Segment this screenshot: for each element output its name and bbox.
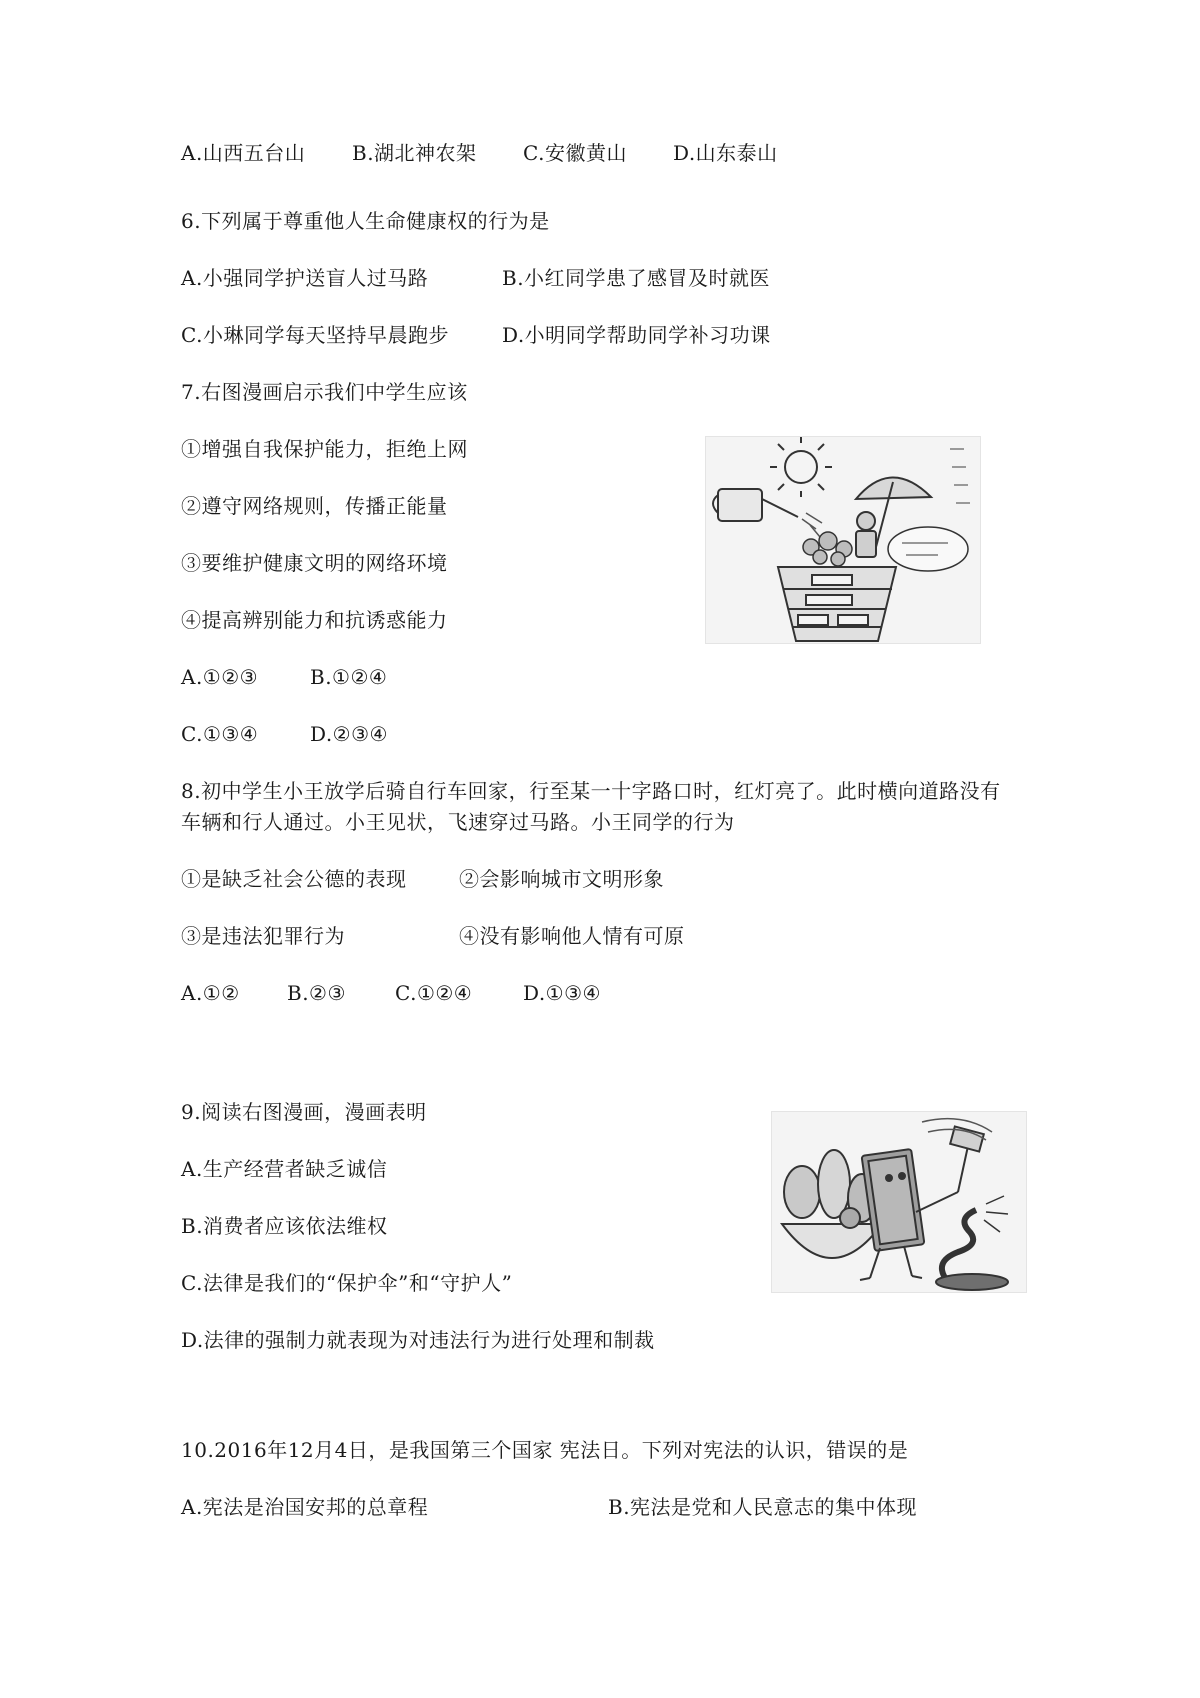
q7-item-4: ④提高辨别能力和抗诱惑能力 <box>181 608 448 632</box>
law-cartoon-image <box>771 1111 1027 1293</box>
snake-icon <box>936 1210 1008 1290</box>
q8-option-b: B.②③ <box>287 981 346 1005</box>
q7-item-2: ②遵守网络规则，传播正能量 <box>181 494 448 518</box>
law-book-icon <box>860 1149 924 1280</box>
q9-option-b: B.消费者应该依法维权 <box>181 1214 388 1238</box>
q6-option-a: A.小强同学护送盲人过马路 <box>181 266 429 290</box>
speech-bubble <box>888 527 968 571</box>
person-figure <box>856 512 876 557</box>
hammer-icon <box>916 1126 984 1212</box>
q8-item-4: ④没有影响他人情有可原 <box>459 924 685 948</box>
q7-option-a: A.①②③ <box>181 665 259 689</box>
sun-icon <box>770 437 832 497</box>
q8-option-d: D.①③④ <box>523 981 601 1005</box>
q7-item-3: ③要维护健康文明的网络环境 <box>181 551 448 575</box>
q8-stem-line-2: 车辆和行人通过。小王见状，飞速穿过马路。小王同学的行为 <box>181 810 735 834</box>
q6-option-d: D.小明同学帮助同学补习功课 <box>502 323 771 347</box>
q9-option-d: D.法律的强制力就表现为对违法行为进行处理和制裁 <box>181 1328 655 1352</box>
q9-stem: 9.阅读右图漫画，漫画表明 <box>181 1100 427 1124</box>
q6-option-c: C.小琳同学每天坚持早晨跑步 <box>181 323 449 347</box>
watering-can-icon <box>713 489 798 521</box>
q10-option-b: B.宪法是党和人民意志的集中体现 <box>608 1495 918 1519</box>
q8-item-1: ①是缺乏社会公德的表现 <box>181 867 407 891</box>
internet-cartoon-image <box>705 436 981 644</box>
q5-option-b: B.湖北神农架 <box>352 141 477 165</box>
q10-stem: 10.2016年12月4日，是我国第三个国家 宪法日。下列对宪法的认识，错误的是 <box>181 1438 909 1462</box>
q5-option-a: A.山西五台山 <box>181 141 306 165</box>
q7-item-1: ①增强自我保护能力，拒绝上网 <box>181 437 468 461</box>
q9-option-a: A.生产经营者缺乏诚信 <box>181 1157 388 1181</box>
impact-icon <box>984 1196 1008 1232</box>
q7-stem: 7.右图漫画启示我们中学生应该 <box>181 380 468 404</box>
q9-option-c: C.法律是我们的“保护伞”和“守护人” <box>181 1271 513 1295</box>
q8-option-a: A.①② <box>181 981 240 1005</box>
q10-option-a: A.宪法是治国安邦的总章程 <box>181 1495 429 1519</box>
q8-stem-line-1: 8.初中学生小王放学后骑自行车回家，行至某一十字路口时，红灯亮了。此时横向道路没有 <box>181 779 1001 803</box>
q7-option-c: C.①③④ <box>181 722 259 746</box>
flowers-icon <box>803 532 852 566</box>
q5-option-d: D.山东泰山 <box>673 141 778 165</box>
q5-option-c: C.安徽黄山 <box>523 141 627 165</box>
q8-item-3: ③是违法犯罪行为 <box>181 924 345 948</box>
q6-option-b: B.小红同学患了感冒及时就医 <box>502 266 771 290</box>
q7-option-b: B.①②④ <box>310 665 388 689</box>
q6-stem: 6.下列属于尊重他人生命健康权的行为是 <box>181 209 550 233</box>
q8-item-2: ②会影响城市文明形象 <box>459 867 664 891</box>
flower-pot-icon <box>778 567 896 641</box>
q7-option-d: D.②③④ <box>310 722 388 746</box>
q8-option-c: C.①②④ <box>395 981 473 1005</box>
